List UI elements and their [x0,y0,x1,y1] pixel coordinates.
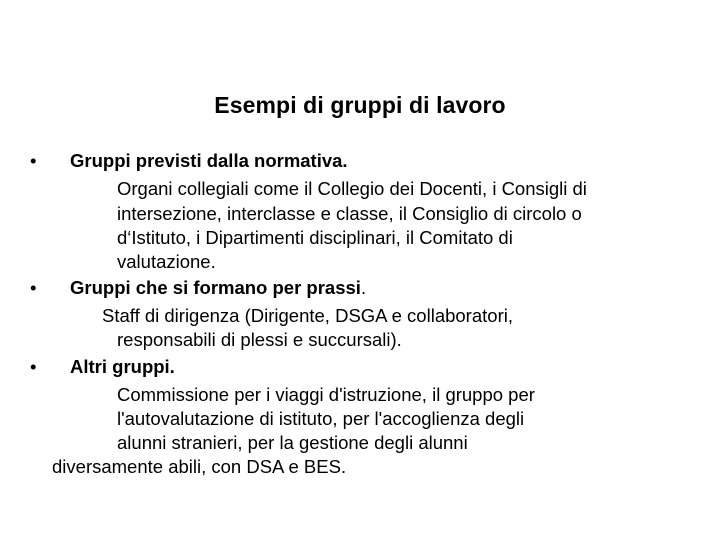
bullet-heading [30,277,366,299]
body-line: Staff di dirigenza (Dirigente, DSGA e collaboratori, [102,305,513,326]
bullet-heading [30,356,175,378]
body-line: responsabili di plessi e succursali). [117,329,402,350]
bullet-heading-text: Gruppi previsti dalla normativa. [70,150,348,171]
bullet-marker: • [30,150,37,171]
bullet-marker: • [30,356,37,377]
bullet-heading-text: Gruppi che si formano per prassi [70,277,361,298]
body-line: alunni stranieri, per la gestione degli alunni [117,432,468,453]
body-line: valutazione. [117,251,216,272]
slide-title: Esempi di gruppi di lavoro [214,92,506,118]
body-line: d‘Istituto, i Dipartimenti disciplinari, il Comitato di [117,227,513,248]
body-line: intersezione, interclasse e classe, il Consiglio di circolo o [117,203,582,224]
bullet-heading-text: Altri gruppi. [70,356,175,377]
bullet-marker: • [30,277,37,298]
body-line: Organi collegiali come il Collegio dei Docenti, i Consigli di [117,178,587,199]
body-line: Commissione per i viaggi d'istruzione, il gruppo per [117,384,535,405]
body-line: l'autovalutazione di istituto, per l'accoglienza degli [117,408,525,429]
bullet-heading [30,150,348,172]
body-line: diversamente abili, con DSA e BES. [52,456,347,477]
bullet-heading-suffix: . [360,277,367,298]
